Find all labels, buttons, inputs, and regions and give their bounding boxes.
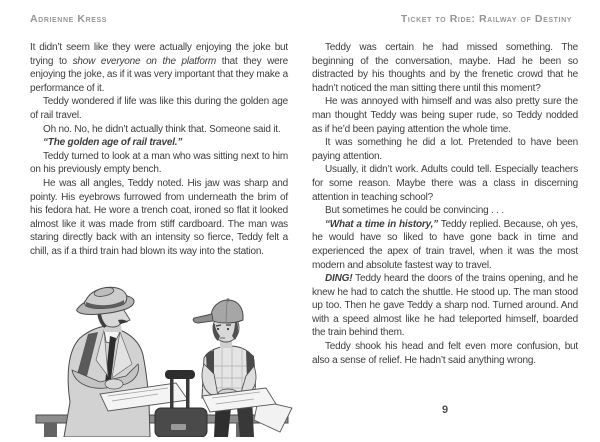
paragraph: He was all angles, Teddy noted. His jaw was sharp and pointy. His eyebrows furrowed from underneath the brim of his fedora hat. He wore a trench coat, ironed so flat it looked almost like it was made from stiff cardboard. The man was staring directly back with an intensity so fierce, Teddy felt a chill, as if a third train had blown its way into the station.	[30, 177, 288, 257]
running-head	[30, 13, 572, 25]
paragraph: Usually, it didn’t work. Adults could tell. Especially teachers for some reason. Maybe there was a class in discerning attention in teaching school?	[312, 164, 578, 203]
paragraph: “The golden age of rail travel.”	[43, 137, 183, 149]
paragraph: Oh no. No, he didn’t actually think that. Someone said it.	[43, 123, 281, 135]
book-title: Ticket to Ride: Railway of Destiny	[400, 13, 572, 25]
paragraph: Teddy shook his head and felt even more confusion, but also a sense of relief. He hadn’t said anything wrong.	[312, 341, 578, 366]
bench-scene-illustration	[8, 280, 304, 437]
paragraph: It didn’t seem like they were actually enjoying the joke but trying to show everyone on the platform that they were enjoying the joke, as if it was very important that they make a performance of it.	[30, 42, 288, 94]
author-name: Adrienne Kress	[30, 13, 108, 25]
paragraph: DING! Teddy heard the doors of the trains opening, and he knew he had to catch the shuttle. He stood up. The man stood up too. Then he gave Teddy a sharp nod. Turned around. And with a speed almost like he had teleported himself, boarded the train behind them.	[312, 273, 578, 339]
paragraph: It was something he did a lot. Pretended to have been paying attention.	[312, 137, 578, 162]
paragraph: Teddy wondered if life was like this during the golden age of rail travel.	[30, 96, 288, 121]
paragraph: He was annoyed with himself and was also pretty sure the man thought Teddy was being super rude, so Teddy nodded as if he’d been paying attention the whole time.	[312, 96, 578, 135]
left-page-text	[30, 41, 288, 259]
right-page-text	[312, 41, 578, 367]
paragraph: Teddy was certain he had missed something. The beginning of the conversation, maybe. Had he been so distracted by his thoughts and by the frenetic crowd that he hadn’t noticed the man sitting there until this moment?	[312, 42, 578, 94]
paragraph: Teddy turned to look at a man who was sitting next to him on his previously empty bench.	[30, 150, 288, 176]
page-number: 9	[441, 404, 449, 416]
paragraph: But sometimes he could be convincing . . .	[325, 205, 504, 217]
paragraph: “What a time in history,” Teddy replied. Because, oh yes, he would have so liked to have gone back in time and experienced the apex of train travel, when it was the most modern and absolute fastest way to travel.	[312, 218, 578, 271]
